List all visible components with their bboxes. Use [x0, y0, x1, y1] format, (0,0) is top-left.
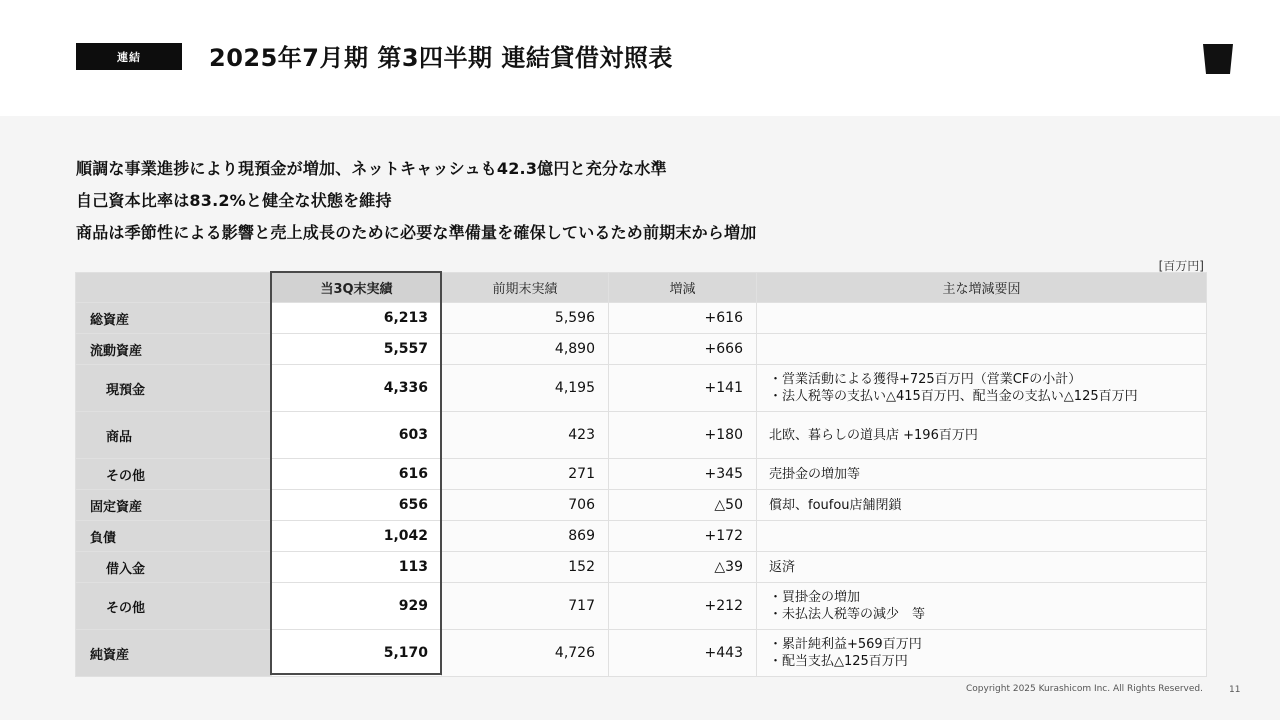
change-value: +180 — [609, 412, 757, 459]
reason-cell — [757, 521, 1207, 552]
table-row — [76, 490, 1207, 521]
current-value: 5,170 — [272, 630, 442, 677]
cup-logo-icon — [1202, 43, 1234, 75]
summary-bullet: 自己資本比率は83.2%と健全な状態を維持 — [76, 191, 392, 210]
reason-line: ・買掛金の増加 — [769, 590, 861, 605]
row-label: 商品 — [76, 412, 272, 459]
header-current: 当3Q末実績 — [272, 273, 442, 303]
reason-cell — [757, 630, 1207, 677]
copyright: Copyright 2025 Kurashicom Inc. All Rights Reserved. — [966, 684, 1203, 694]
change-value: +212 — [609, 583, 757, 630]
prior-value: 5,596 — [442, 303, 609, 334]
summary-bullets — [76, 156, 756, 252]
reason-line: 売掛金の増加等 — [769, 466, 861, 482]
slide-header — [0, 0, 1280, 116]
prior-value: 4,726 — [442, 630, 609, 677]
unit-label: [百万円] — [1158, 259, 1204, 273]
table-row — [76, 630, 1207, 677]
reason-line: ・累計純利益+569百万円 — [769, 637, 922, 652]
reason-line: 償却、foufou店舗閉鎖 — [769, 497, 902, 513]
header-reason: 主な増減要因 — [757, 273, 1207, 303]
current-value: 5,557 — [272, 334, 442, 365]
current-value: 929 — [272, 583, 442, 630]
summary-bullet: 商品は季節性による影響と売上成長のために必要な準備量を確保しているため前期末から増加 — [76, 223, 757, 242]
reason-cell — [757, 490, 1207, 521]
reason-cell — [757, 583, 1207, 630]
current-value: 656 — [272, 490, 442, 521]
table-row — [76, 303, 1207, 334]
reason-cell — [757, 334, 1207, 365]
row-label: その他 — [76, 583, 272, 630]
prior-value: 4,195 — [442, 365, 609, 412]
reason-line: ・未払法人税等の減少 等 — [769, 607, 926, 622]
table-row — [76, 521, 1207, 552]
table-row — [76, 552, 1207, 583]
change-value: △50 — [609, 490, 757, 521]
current-value: 616 — [272, 459, 442, 490]
row-label: 借入金 — [76, 552, 272, 583]
reason-cell — [757, 303, 1207, 334]
summary-bullet: 順調な事業進捗により現預金が増加、ネットキャッシュも42.3億円と充分な水準 — [76, 159, 667, 178]
row-label: 現預金 — [76, 365, 272, 412]
row-label: 負債 — [76, 521, 272, 552]
current-value: 1,042 — [272, 521, 442, 552]
change-value: +616 — [609, 303, 757, 334]
reason-line: ・法人税等の支払い△415百万円、配当金の支払い△125百万円 — [769, 389, 1138, 404]
balance-sheet-table — [75, 272, 1207, 677]
row-label: 固定資産 — [76, 490, 272, 521]
consolidated-badge: 連結 — [76, 43, 182, 70]
current-value: 4,336 — [272, 365, 442, 412]
reason-line: 返済 — [769, 559, 796, 575]
prior-value: 271 — [442, 459, 609, 490]
change-value: △39 — [609, 552, 757, 583]
reason-line: 北欧、暮らしの道具店 +196百万円 — [769, 427, 978, 443]
prior-value: 869 — [442, 521, 609, 552]
table-row — [76, 365, 1207, 412]
prior-value: 423 — [442, 412, 609, 459]
page-number: 11 — [1229, 685, 1241, 695]
row-label: その他 — [76, 459, 272, 490]
change-value: +141 — [609, 365, 757, 412]
table-row — [76, 583, 1207, 630]
header-change: 増減 — [609, 273, 757, 303]
prior-value: 717 — [442, 583, 609, 630]
header-blank — [76, 273, 272, 303]
table-row — [76, 412, 1207, 459]
table-header-row — [76, 273, 1207, 303]
table-row — [76, 334, 1207, 365]
slide-title: 2025年7月期 第3四半期 連結貸借対照表 — [209, 44, 673, 72]
change-value: +345 — [609, 459, 757, 490]
current-value: 6,213 — [272, 303, 442, 334]
reason-line: ・営業活動による獲得+725百万円（営業CFの小計） — [769, 372, 1082, 387]
change-value: +666 — [609, 334, 757, 365]
row-label: 純資産 — [76, 630, 272, 677]
reason-cell — [757, 365, 1207, 412]
current-value: 603 — [272, 412, 442, 459]
reason-line: ・配当支払△125百万円 — [769, 654, 908, 669]
reason-cell — [757, 552, 1207, 583]
table-row — [76, 459, 1207, 490]
prior-value: 706 — [442, 490, 609, 521]
prior-value: 4,890 — [442, 334, 609, 365]
current-value: 113 — [272, 552, 442, 583]
prior-value: 152 — [442, 552, 609, 583]
change-value: +443 — [609, 630, 757, 677]
reason-cell — [757, 412, 1207, 459]
row-label: 総資産 — [76, 303, 272, 334]
row-label: 流動資産 — [76, 334, 272, 365]
header-prior: 前期末実績 — [442, 273, 609, 303]
reason-cell — [757, 459, 1207, 490]
change-value: +172 — [609, 521, 757, 552]
